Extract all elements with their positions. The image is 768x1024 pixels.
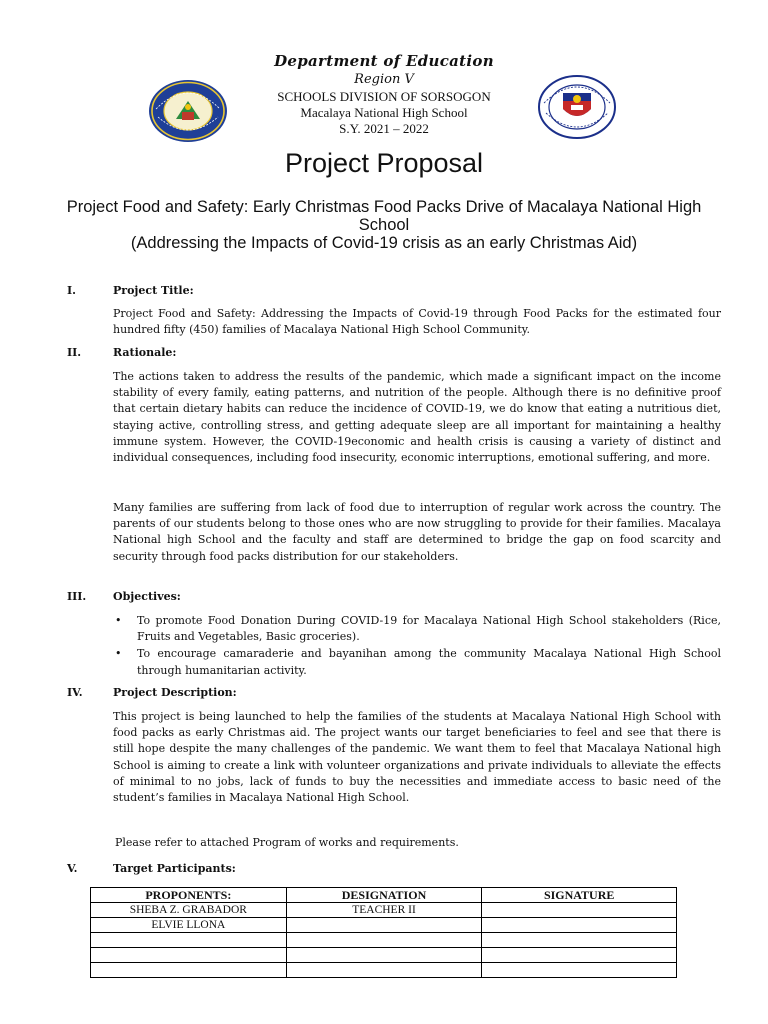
table-cell: [482, 918, 677, 933]
objective-item: • To promote Food Donation During COVID-19 for Macalaya National High School stakeholders (Rice, Fruits and Vegetables, Basic groceries).: [115, 614, 721, 644]
table-cell: ELVIE LLONA: [91, 918, 287, 933]
participants-table: [90, 887, 677, 978]
bullet-icon: •: [115, 614, 122, 627]
project-description-text: This project is being launched to help the families of the students at Macalaya National High School with food packs as early Christmas aid. The project wants our target beneficiaries to feel and see that there is still hope despite the many challenges of the pandemic. We want them to feel that Macalaya National high School is aiming to create a link with volunteer organizations and private individuals to alleviate the effects of minimal to no jobs, lack of funds to buy the necessities and immediate access to basic need of the student’s families in Macalaya National High School.: [113, 710, 721, 805]
table-cell: [286, 948, 482, 963]
section-3-number: III.: [67, 590, 87, 603]
table-row: [91, 918, 677, 933]
table-cell: [286, 918, 482, 933]
table-cell: [482, 948, 677, 963]
table-row: [91, 903, 677, 918]
section-4-number: IV.: [67, 686, 83, 699]
section-4-heading: Project Description:: [113, 686, 237, 699]
section-1-heading: Project Title:: [113, 284, 194, 297]
section-3-heading: Objectives:: [113, 590, 181, 603]
refer-note: Please refer to attached Program of works and requirements.: [115, 836, 459, 849]
subtitle-line-2: (Addressing the Impacts of Covid-19 crisis as an early Christmas Aid): [130, 234, 638, 252]
objective-item: • To encourage camaraderie and bayanihan among the community Macalaya National High School through humanitarian activity.: [115, 647, 721, 677]
section-5-heading: Target Participants:: [113, 862, 236, 875]
subtitle-line-1: Project Food and Safety: Early Christmas Food Packs Drive of Macalaya National High School: [66, 198, 702, 234]
rationale-paragraph-2: Many families are suffering from lack of food due to interruption of regular work across the country. The parents of our students belong to those ones who are now struggling to provide for their families. Macalaya National high School and the faculty and staff are determined to bridge the gap on food scarcity and security through food packs distribution for our stakeholders.: [113, 501, 721, 563]
table-cell: [482, 963, 677, 978]
section-5-number: V.: [67, 862, 78, 875]
school-year: S.Y. 2021 – 2022: [339, 121, 429, 136]
document-title: Project Proposal: [284, 148, 484, 178]
table-cell: [91, 948, 287, 963]
rationale-paragraph-1: The actions taken to address the results of the pandemic, which made a significant impact on the income stability of every family, eating patterns, and nutrition of the people. Although there is no definitive proof that certain dietary habits can reduce the incidence of COVID-19, we do know that eating a nutritious diet, staying active, controlling stress, and getting adequate sleep are all important for maintaining a healthy immune system. However, the COVID-19economic and health crisis is causing a variety of distinct and individual consequences, including food insecurity, economic interruptions, emotional suffering, and more.: [113, 370, 721, 465]
column-header: SIGNATURE: [482, 888, 677, 903]
department-name: Department of Education: [274, 52, 494, 70]
bullet-icon: •: [115, 647, 122, 661]
region-name: Region V: [354, 72, 414, 87]
table-cell: [482, 903, 677, 918]
table-row: [91, 933, 677, 948]
table-cell: [91, 933, 287, 948]
column-header: DESIGNATION: [286, 888, 482, 903]
project-title-text: Project Food and Safety: Addressing the Impacts of Covid-19 through Food Packs for the estimated four hundred fifty (450) families of Macalaya National High School Community.: [113, 307, 721, 337]
table-row: [91, 948, 677, 963]
table-row: [91, 963, 677, 978]
document-subtitle: [40, 198, 728, 252]
section-1-number: I.: [67, 284, 76, 297]
table-cell: TEACHER II: [286, 903, 482, 918]
table-cell: [482, 933, 677, 948]
objectives-list: [113, 613, 721, 680]
school-name: Macalaya National High School: [300, 105, 468, 120]
section-2-number: II.: [67, 346, 82, 359]
table-cell: [91, 963, 287, 978]
table-cell: SHEBA Z. GRABADOR: [91, 903, 287, 918]
table-cell: [286, 963, 482, 978]
division-name: SCHOOLS DIVISION OF SORSOGON: [277, 89, 491, 104]
column-header: PROPONENTS:: [91, 888, 287, 903]
table-cell: [286, 933, 482, 948]
table-header-row: [91, 888, 677, 903]
section-2-heading: Rationale:: [113, 346, 177, 359]
